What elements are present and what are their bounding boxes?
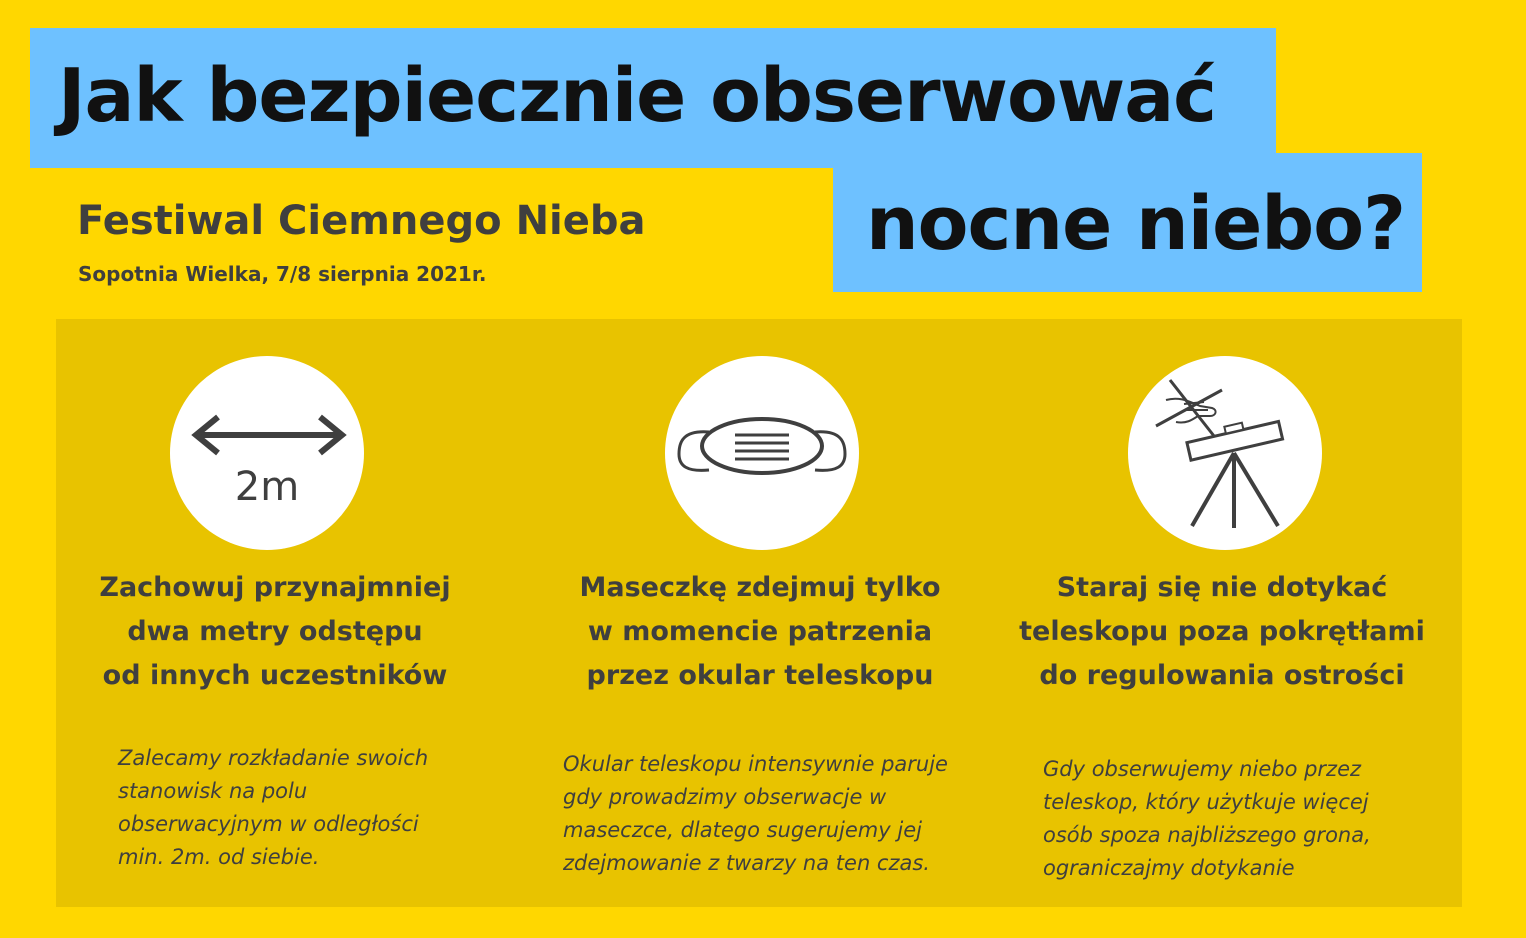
face-mask-icon xyxy=(665,356,859,550)
rule-heading-telescope xyxy=(1002,566,1442,698)
body-line: gdy prowadzimy obserwacje w xyxy=(563,785,887,809)
body-line: maseczce, dlatego sugerujemy jej xyxy=(563,818,922,842)
rule-body-telescope xyxy=(1043,753,1443,885)
festival-name: Festiwal Ciemnego Nieba xyxy=(77,198,646,244)
page-title-line1: Jak bezpiecznie obserwować xyxy=(58,53,1217,139)
heading-line: Zachowuj przynajmniej xyxy=(99,572,451,603)
heading-line: do regulowania ostrości xyxy=(1039,660,1405,691)
heading-line: teleskopu poza pokrętłami xyxy=(1019,616,1425,647)
body-line: Gdy obserwujemy niebo przez xyxy=(1043,757,1362,781)
rule-heading-distance xyxy=(70,566,480,698)
rule-body-distance xyxy=(118,742,498,874)
body-line: Zalecamy rozkładanie swoich xyxy=(118,746,429,770)
body-line: min. 2m. od siebie. xyxy=(118,845,320,869)
rule-heading-mask xyxy=(550,566,970,698)
body-line: ograniczajmy dotykanie xyxy=(1043,856,1295,880)
rule-body-mask xyxy=(563,748,983,880)
distance-arrow-icon xyxy=(170,356,364,550)
body-line: zdejmowanie z twarzy na ten czas. xyxy=(563,851,930,875)
heading-line: w momencie patrzenia xyxy=(587,616,933,647)
heading-line: od innych uczestników xyxy=(102,660,448,691)
distance-label: 2m xyxy=(234,464,300,510)
body-line: osób spoza najbliższego grona, xyxy=(1043,823,1371,847)
body-line: obserwacyjnym w odległości xyxy=(118,812,419,836)
body-line: Okular teleskopu intensywnie paruje xyxy=(563,752,948,776)
telescope-no-touch-icon xyxy=(1128,356,1322,550)
body-line: teleskop, który użytkuje więcej xyxy=(1043,790,1369,814)
heading-line: Staraj się nie dotykać xyxy=(1056,572,1388,603)
page-title-line2: nocne niebo? xyxy=(866,181,1405,267)
location-date: Sopotnia Wielka, 7/8 sierpnia 2021r. xyxy=(78,262,487,286)
heading-line: dwa metry odstępu xyxy=(127,616,423,647)
heading-line: przez okular teleskopu xyxy=(586,660,934,691)
body-line: stanowisk na polu xyxy=(118,779,308,803)
heading-line: Maseczkę zdejmuj tylko xyxy=(579,572,941,603)
